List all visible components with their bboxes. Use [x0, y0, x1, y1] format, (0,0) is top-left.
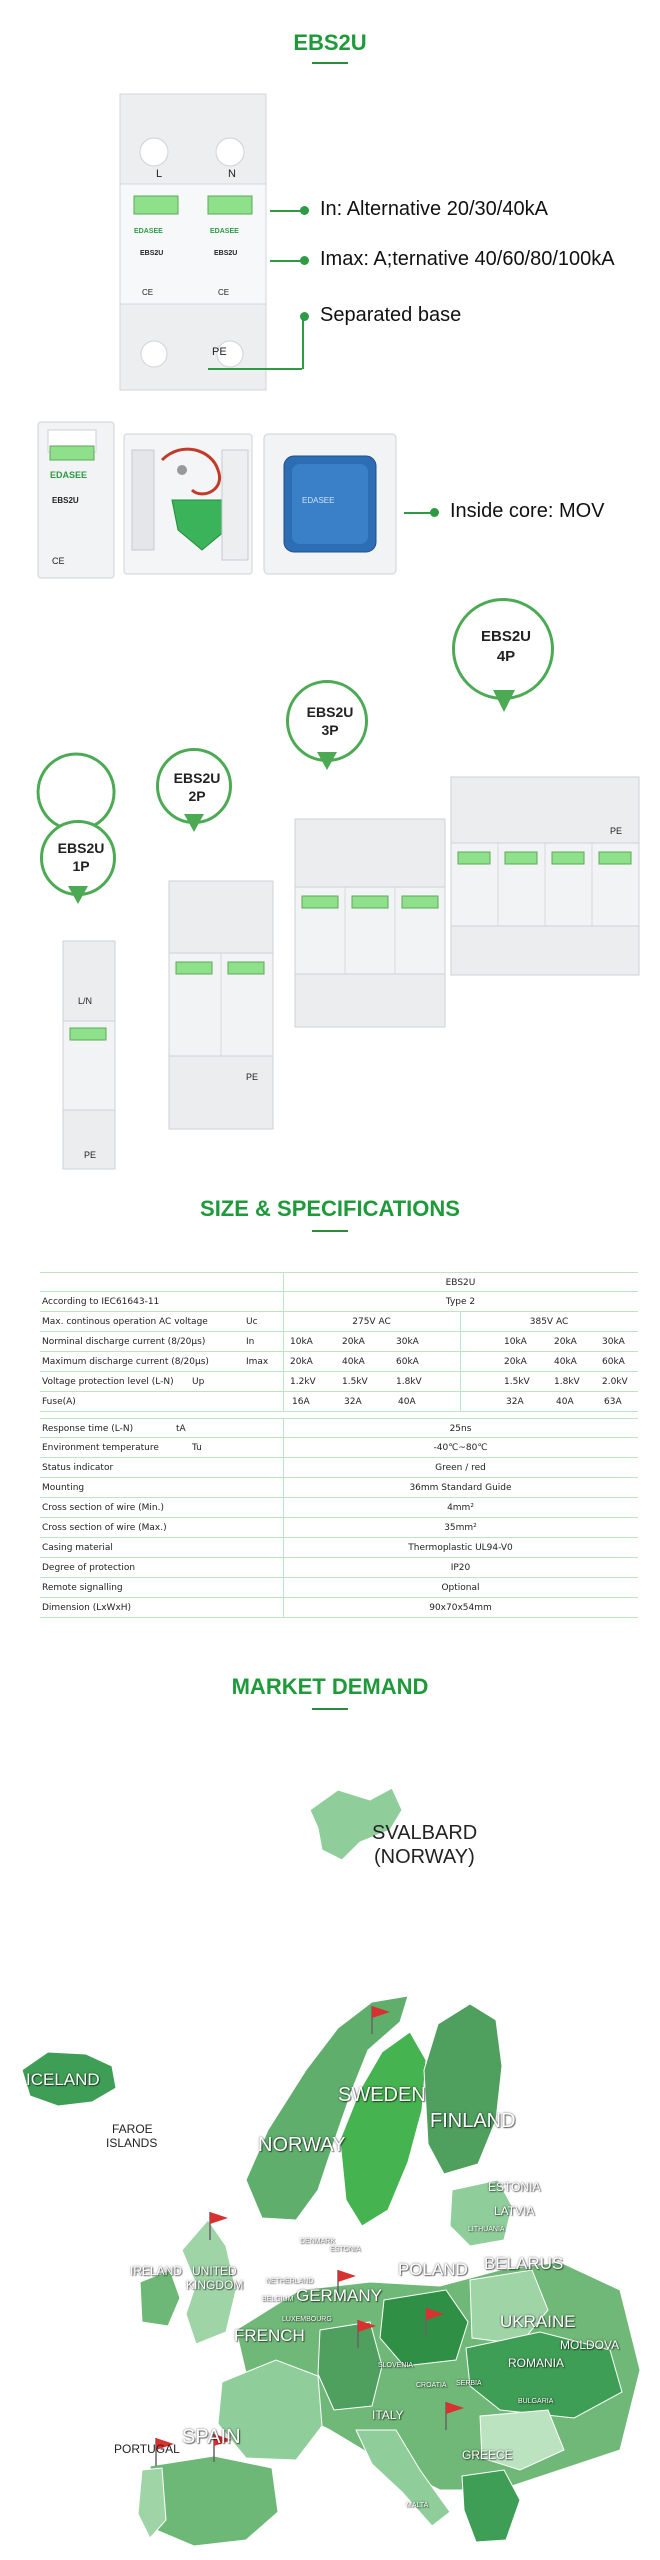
map-label-luxembourg: LUXEMBOURG: [282, 2316, 332, 2323]
spec-row-value: 4mm²: [447, 1503, 474, 1513]
map-label-norway: NORWAY: [258, 2134, 346, 2156]
spec-row-value: Thermoplastic UL94-V0: [408, 1543, 513, 1553]
module-brand: EDASEE: [50, 470, 88, 480]
device-1p: [62, 940, 116, 1170]
size-title: SIZE & SPECIFICATIONS: [200, 1196, 460, 1221]
spec-row-value: Green / red: [435, 1463, 486, 1473]
module-ce: CE: [52, 556, 65, 566]
spec-row-value: 1.8kV: [396, 1377, 422, 1387]
module-open: [122, 430, 262, 580]
map-label-belgium: BELGIUM: [262, 2296, 294, 2303]
map-label-slovenia: SLOVENIA: [378, 2362, 414, 2369]
spec-row-up: [40, 1372, 638, 1392]
map-shapes: [0, 1770, 660, 2560]
map-label-romania: ROMANIA: [508, 2356, 565, 2370]
spec-row-remote: [40, 1578, 638, 1598]
spec-row-value: 40kA: [554, 1357, 577, 1367]
spec-header-row: [40, 1272, 638, 1292]
spec-row-value: Type 2: [445, 1297, 476, 1307]
flag-marker: [424, 2306, 446, 2336]
device-4p-pe: PE: [610, 826, 623, 836]
device-2p: [168, 880, 274, 1130]
spec-table: [40, 1272, 638, 1618]
variant-1p-line2: 1P: [72, 858, 90, 874]
title-underline: [312, 62, 348, 64]
spec-row-label: Norminal discharge current (8/20μs): [42, 1337, 206, 1347]
inside-core: Inside core: MOV: [450, 500, 605, 522]
spec-row-value: 35mm²: [444, 1523, 477, 1533]
spec-row-label: Degree of protection: [42, 1563, 136, 1573]
spec-row-uc: [40, 1312, 638, 1332]
spec-row-value: 20kA: [290, 1357, 313, 1367]
spec-row-in: [40, 1332, 638, 1352]
map-label-uk-sub: KINGDOM: [186, 2278, 244, 2292]
spec-row-value-left: 275V AC: [352, 1317, 391, 1327]
callout-dot-1: [300, 206, 309, 215]
spec-row-value: 1.5kV: [504, 1377, 530, 1387]
map-label-sweden: SWEDEN: [338, 2084, 426, 2106]
map-label-ireland: IRELAND: [130, 2264, 183, 2278]
spec-row-value: 2.0kV: [602, 1377, 628, 1387]
pin-1p-tail: [68, 886, 88, 904]
map-label-germany: GERMANY: [296, 2286, 382, 2305]
map-label-italy: ITALY: [372, 2408, 404, 2422]
callout-dot-4: [430, 508, 439, 517]
feature-in: In: Alternative 20/30/40kA: [320, 198, 548, 220]
callout-line-3a: [208, 368, 302, 370]
device-2p-pe: PE: [246, 1072, 259, 1082]
spec-row-value: 32A: [506, 1397, 524, 1407]
spec-row-symbol: Up: [192, 1377, 205, 1387]
map-label-netherland: NETHERLAND: [266, 2278, 314, 2285]
spec-row-value: 30kA: [396, 1337, 419, 1347]
map-label-french: FRENCH: [234, 2326, 305, 2345]
spec-row-value: 10kA: [504, 1337, 527, 1347]
spec-row-value: 25ns: [449, 1424, 472, 1434]
mov-text: EDASEE: [302, 496, 335, 505]
map-label-poland: POLAND: [398, 2260, 468, 2279]
spec-row-label: Fuse(A): [42, 1397, 76, 1407]
pin-4p-tail: [493, 690, 515, 712]
variant-3p-line1: EBS2U: [306, 704, 354, 720]
hero-ce-1: CE: [142, 288, 154, 297]
map-label-iceland: ICELAND: [26, 2070, 100, 2089]
flag-marker: [444, 2400, 466, 2430]
spec-row-value: 1.8kV: [554, 1377, 580, 1387]
map-label-bulgaria: BULGARIA: [518, 2398, 554, 2405]
spec-row-value: 40A: [556, 1397, 574, 1407]
callout-dot-2: [300, 256, 309, 265]
map-label-estonia: ESTONIA: [488, 2180, 541, 2194]
map-label-uk: UNITED: [192, 2264, 237, 2278]
spec-row-label: Remote signalling: [42, 1583, 123, 1593]
map-label-belarus: BELARUS: [484, 2254, 564, 2273]
spec-row-dimension: [40, 1598, 638, 1618]
market-title-underline: [312, 1708, 348, 1710]
hero-brand-1: EDASEE: [134, 228, 163, 235]
spec-row-label: Dimension (LxWxH): [42, 1603, 132, 1613]
map-label-denmark: DENMARK: [300, 2238, 336, 2245]
map-label-portugal: PORTUGAL: [114, 2442, 180, 2456]
map-label-greece: GREECE: [462, 2448, 513, 2462]
spec-row-label: According to IEC61643-11: [42, 1297, 160, 1307]
spec-row-label: Casing material: [42, 1543, 113, 1553]
spec-row-label: Maximum discharge current (8/20μs): [42, 1357, 209, 1367]
spec-row-casing: [40, 1538, 638, 1558]
spec-row-value: 20kA: [504, 1357, 527, 1367]
europe-map: [0, 1770, 660, 2560]
spec-row-value: 32A: [344, 1397, 362, 1407]
hero-ce-2: CE: [218, 288, 230, 297]
spec-row-imax: [40, 1352, 638, 1372]
map-label-faroe: FAROE: [112, 2122, 153, 2136]
spec-row-label: Cross section of wire (Min.): [42, 1503, 164, 1513]
spec-row-response: [40, 1418, 638, 1438]
hero-brand-2: EDASEE: [210, 228, 239, 235]
spec-row-value: 20kA: [342, 1337, 365, 1347]
map-label-serbia: SERBIA: [456, 2380, 482, 2387]
spec-row-label: Max. continous operation AC voltage: [42, 1317, 208, 1327]
map-label-finland: FINLAND: [430, 2110, 516, 2132]
mov-core: [262, 430, 402, 580]
spec-row-iec: [40, 1292, 638, 1312]
spec-row-value: Optional: [441, 1583, 480, 1593]
module-model: EBS2U: [52, 496, 79, 505]
feature-imax: Imax: A;ternative 40/60/80/100kA: [320, 248, 615, 270]
flag-marker: [370, 2004, 392, 2034]
spec-row-value: 90x70x54mm: [429, 1603, 492, 1613]
spec-row-value: 1.5kV: [342, 1377, 368, 1387]
map-label-latvia: LATVIA: [494, 2204, 535, 2218]
map-label-svalbard-sub: (NORWAY): [374, 1846, 475, 1868]
pin-2p-tail: [184, 814, 204, 832]
spec-row-value: 10kA: [290, 1337, 313, 1347]
map-label-spain: SPAIN: [182, 2426, 241, 2448]
spec-row-value: 40A: [398, 1397, 416, 1407]
spec-row-fuse: [40, 1392, 638, 1412]
hero-model-2: EBS2U: [214, 250, 238, 257]
pin-2p: [156, 748, 232, 824]
map-label-croatia: CROATIA: [416, 2382, 447, 2389]
map-label-faroe-sub: ISLANDS: [106, 2136, 158, 2150]
spec-row-symbol: tA: [176, 1424, 186, 1434]
map-label-ukraine: UKRAINE: [500, 2312, 576, 2331]
spec-row-value: 30kA: [602, 1337, 625, 1347]
spec-header: EBS2U: [445, 1278, 476, 1288]
spec-row-label: Environment temperature: [42, 1443, 159, 1453]
market-title: MARKET DEMAND: [231, 1674, 429, 1699]
spec-row-label: Mounting: [42, 1483, 85, 1493]
spec-row-wire-max: [40, 1518, 638, 1538]
callout-line-3b: [302, 316, 304, 369]
spec-row-temp: [40, 1438, 638, 1458]
spec-row-symbol: Imax: [246, 1357, 269, 1367]
spec-row-label: Status indicator: [42, 1463, 114, 1473]
callout-line-1: [270, 210, 304, 212]
spec-row-wire-min: [40, 1498, 638, 1518]
spec-row-symbol: In: [246, 1337, 255, 1347]
feature-base: Separated base: [320, 304, 462, 326]
device-3p: [294, 818, 446, 1028]
spec-row-value: 60kA: [602, 1357, 625, 1367]
pin-3p: [286, 680, 368, 762]
page-title: EBS2U: [293, 30, 367, 55]
spec-row-label: Cross section of wire (Max.): [42, 1523, 167, 1533]
hero-terminal-n: N: [228, 168, 236, 180]
map-label-svalbard: SVALBARD: [372, 1822, 478, 1844]
pin-3p-tail: [317, 752, 337, 770]
spec-row-label: Voltage protection level (L-N): [42, 1377, 174, 1387]
spec-row-value: 1.2kV: [290, 1377, 316, 1387]
spec-row-value: 60kA: [396, 1357, 419, 1367]
variant-2p-line1: EBS2U: [173, 770, 221, 786]
spec-row-mounting: [40, 1478, 638, 1498]
spec-row-status: [40, 1458, 638, 1478]
device-4p: [450, 776, 640, 976]
device-1p-ln: L/N: [78, 996, 93, 1006]
spec-row-value: -40℃~80℃: [433, 1443, 488, 1453]
flag-marker: [208, 2210, 230, 2240]
callout-dot-3: [300, 312, 309, 321]
size-title-underline: [312, 1230, 348, 1232]
map-label-estonia-2: ESTONIA: [330, 2246, 361, 2253]
spec-row-value: 16A: [292, 1397, 310, 1407]
hero-terminal-l: L: [156, 168, 163, 180]
variant-4p-line1: EBS2U: [480, 628, 532, 645]
spec-row-value: IP20: [450, 1563, 471, 1573]
hero-terminal-pe: PE: [212, 346, 227, 358]
hero-device: [118, 92, 268, 392]
variant-1p-line1: EBS2U: [57, 840, 105, 856]
spec-row-protection: [40, 1558, 638, 1578]
device-1p-pe: PE: [84, 1150, 97, 1160]
spec-row-label: Response time (L-N): [42, 1424, 134, 1434]
map-label-lithuania: LITHUANIA: [468, 2226, 505, 2233]
spec-row-value: 40kA: [342, 1357, 365, 1367]
map-label-malta: MALTA: [406, 2502, 429, 2509]
variant-4p-line2: 4P: [496, 648, 516, 665]
spec-row-value: 36mm Standard Guide: [409, 1483, 512, 1493]
spec-row-value-right: 385V AC: [529, 1317, 569, 1327]
map-label-moldova: MOLDOVA: [560, 2338, 620, 2352]
callout-line-2: [270, 260, 304, 262]
spec-row-symbol: Tu: [192, 1443, 202, 1453]
flag-marker: [356, 2318, 378, 2348]
spec-row-symbol: Uc: [246, 1317, 258, 1327]
spec-row-value: 20kA: [554, 1337, 577, 1347]
variant-3p-line2: 3P: [321, 722, 339, 738]
spec-row-value: 63A: [604, 1397, 622, 1407]
variant-2p-line2: 2P: [188, 788, 206, 804]
hero-model-1: EBS2U: [140, 250, 164, 257]
